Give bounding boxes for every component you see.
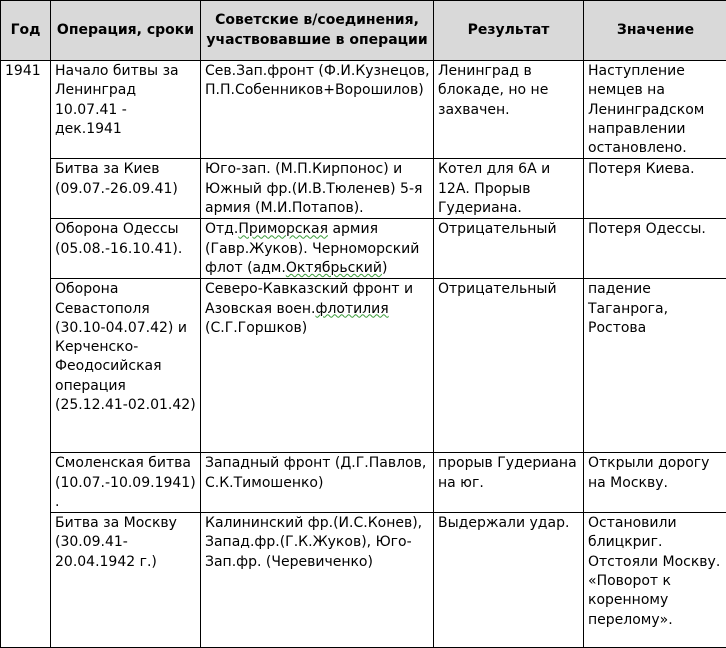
- operation-cell: Оборона Севастополя (30.10-04.07.42) и Керченско-Феодосийская операция (25.12.41-02.01.42): [51, 279, 201, 453]
- significance-cell: Наступление немцев на Ленинградском направлении остановлено.: [584, 61, 726, 159]
- year-cell: 1941: [1, 61, 51, 648]
- result-cell: Отрицательный: [434, 219, 584, 279]
- spellcheck-word: Приморская: [238, 221, 328, 237]
- forces-cell: Западный фронт (Д.Г.Павлов, С.К.Тимошенко): [201, 453, 434, 513]
- forces-text-part: (С.Г.Горшков): [205, 320, 307, 336]
- result-cell: Ленинград в блокаде, но не захвачен.: [434, 61, 584, 159]
- forces-text-part: армия (Гавр.Жуков). Черноморский флот (адм.: [205, 221, 419, 276]
- result-cell: прорыв Гудериана на юг.: [434, 453, 584, 513]
- forces-text-part: Северо-Кавказский фронт и Азовская воен.: [205, 281, 413, 316]
- table-row: [1, 159, 726, 219]
- header-year: Год: [1, 1, 51, 61]
- spellcheck-word: Октябрьский: [286, 260, 382, 276]
- significance-cell: Открыли дорогу на Москву.: [584, 453, 726, 513]
- header-result: Результат: [434, 1, 584, 61]
- forces-cell: Юго-зап. (М.П.Кирпонос) и Южный фр.(И.В.Тюленев) 5-я армия (М.И.Потапов).: [201, 159, 434, 219]
- operation-cell: Оборона Одессы (05.08.-16.10.41).: [51, 219, 201, 279]
- table-row: [1, 279, 726, 453]
- significance-cell: падение Таганрога, Ростова: [584, 279, 726, 453]
- operation-cell: Битва за Киев (09.07.-26.09.41): [51, 159, 201, 219]
- table-row: [1, 61, 726, 159]
- operation-cell: Начало битвы за Ленинград 10.07.41 - дек.1941: [51, 61, 201, 159]
- significance-cell: Остановили блицкриг. Отстояли Москву. «Поворот к коренному перелому».: [584, 513, 726, 648]
- result-cell: Отрицательный: [434, 279, 584, 453]
- operation-cell: Битва за Москву (30.09.41-20.04.1942 г.): [51, 513, 201, 648]
- forces-text-part: Отд.: [205, 221, 238, 237]
- header-operation: Операция, сроки: [51, 1, 201, 61]
- result-cell: Котел для 6А и 12А. Прорыв Гудериана.: [434, 159, 584, 219]
- table-row: [1, 219, 726, 279]
- header-row: [1, 1, 726, 61]
- significance-cell: Потеря Одессы.: [584, 219, 726, 279]
- forces-cell: [201, 279, 434, 453]
- forces-cell: [201, 219, 434, 279]
- header-significance: Значение: [584, 1, 726, 61]
- result-cell: Выдержали удар.: [434, 513, 584, 648]
- spellcheck-word: флотилия: [315, 301, 388, 317]
- significance-cell: Потеря Киева.: [584, 159, 726, 219]
- table-row: [1, 453, 726, 513]
- operation-cell: Смоленская битва (10.07.-10.09.1941).: [51, 453, 201, 513]
- forces-text-part: ): [382, 260, 387, 276]
- table-row: [1, 513, 726, 648]
- header-forces: Советские в/соединения, участвовавшие в операции: [201, 1, 434, 61]
- forces-cell: Калининский фр.(И.С.Конев), Запад.фр.(Г.К.Жуков), Юго-Зап.фр. (Черевиченко): [201, 513, 434, 648]
- forces-cell: Сев.Зап.фронт (Ф.И.Кузнецов, П.П.Собенников+Ворошилов): [201, 61, 434, 159]
